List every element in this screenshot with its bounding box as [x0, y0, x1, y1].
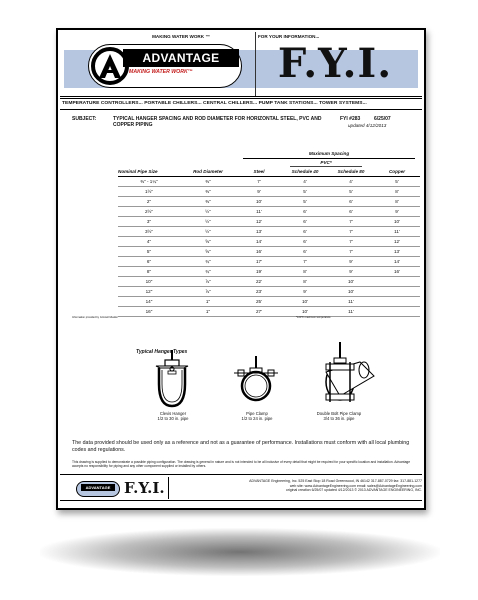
- table-cell: 22': [236, 277, 282, 287]
- table-row: [118, 297, 420, 307]
- logo-subtitle: MAKING WATER WORK™: [129, 69, 193, 75]
- table-cell: 3": [118, 217, 180, 227]
- rule: [60, 474, 422, 475]
- product-line: TEMPERATURE CONTROLLERS... PORTABLE CHILLERS... CENTRAL CHILLERS... PUMP TANK STATIONS... TOWER SYSTEMS...: [62, 101, 367, 106]
- table-cell: 6': [328, 197, 374, 207]
- hanger-range: 1/2 to 30 in. pipe: [157, 416, 189, 421]
- spacing-table: [118, 168, 420, 317]
- table-cell: 7': [328, 217, 374, 227]
- table-cell: 5': [328, 187, 374, 197]
- footer-logo: [76, 481, 120, 497]
- table-row: [118, 257, 420, 267]
- table-cell: ⅝": [180, 237, 236, 247]
- table-cell: 12": [118, 287, 180, 297]
- table-cell: 8": [118, 267, 180, 277]
- table-cell: 1½": [118, 187, 180, 197]
- max-spacing-heading: Maximum Spacing: [308, 151, 350, 156]
- clevis-hanger-icon: [156, 350, 188, 406]
- table-cell: 10': [328, 287, 374, 297]
- hanger-range: 1/2 to 24 in. pipe: [241, 416, 273, 421]
- table-cell: 4": [118, 237, 180, 247]
- table-cell: 10": [118, 277, 180, 287]
- table-cell: 10': [282, 297, 328, 307]
- table-cell: 4': [328, 177, 374, 187]
- column-header: Schedule 80: [328, 168, 374, 177]
- table-cell: 13': [236, 227, 282, 237]
- table-cell: 1": [180, 297, 236, 307]
- table-row: [118, 207, 420, 217]
- rule: [243, 158, 415, 159]
- table-cell: [374, 277, 420, 287]
- table-cell: 14': [236, 237, 282, 247]
- table-footnote-source: Information provided by Grinnell Mueller: [72, 316, 118, 319]
- table-cell: 16': [236, 247, 282, 257]
- table-cell: 14": [118, 297, 180, 307]
- header-left-tagline: MAKING WATER WORK ™: [152, 34, 210, 39]
- drawing-note: This drawing is supplied to demonstrate a possible piping configuration. The drawing is general in nature and is not intended to be all inclusive of every detail that might be required for your specific location and installation. Advantage accepts no responsibility for piping and any other component supplied or installed by others.: [72, 460, 411, 469]
- rule: [290, 166, 362, 167]
- table-cell: 3½": [118, 227, 180, 237]
- table-cell: ½": [180, 227, 236, 237]
- table-cell: 5': [282, 187, 328, 197]
- table-row: [118, 227, 420, 237]
- table-cell: 6': [282, 227, 328, 237]
- table-cell: 4': [282, 177, 328, 187]
- table-cell: 5': [374, 177, 420, 187]
- footer-address: ADVANTAGE Engineering, Inc. 525 East Stop 18 Road Greenwood, IN 46142 317-887-0729 fax: 317-881-1277: [249, 479, 422, 483]
- table-cell: 8': [374, 187, 420, 197]
- footer-contact: [172, 479, 422, 493]
- table-row: [118, 287, 420, 297]
- table-cell: 8': [282, 267, 328, 277]
- header-divider: [255, 32, 256, 96]
- table-row: [118, 237, 420, 247]
- table-cell: 10': [328, 277, 374, 287]
- table-cell: 6': [282, 247, 328, 257]
- column-header: Schedule 40: [282, 168, 328, 177]
- double-bolt-clamp-caption: [296, 411, 382, 421]
- footer-logo-word: ADVANTAGE: [81, 484, 115, 491]
- subject-text: TYPICAL HANGER SPACING AND ROD DIAMETER FOR HORIZONTAL STEEL, PVC AND COPPER PIPING: [113, 116, 322, 129]
- table-cell: 11': [236, 207, 282, 217]
- hanger-range: 3/4 to 36 in. pipe: [323, 416, 355, 421]
- table-cell: ⅜": [180, 177, 236, 187]
- column-header: Nominal Pipe Size: [118, 168, 180, 177]
- table-cell: ⅝": [180, 247, 236, 257]
- table-cell: [374, 307, 420, 317]
- table-cell: 27': [236, 307, 282, 317]
- subject-label: SUBJECT:: [72, 116, 97, 122]
- table-cell: 10': [282, 307, 328, 317]
- updated-date: updated 4/12/2013: [348, 123, 387, 128]
- pipe-clamp-caption: [222, 411, 292, 421]
- table-cell: 9': [328, 267, 374, 277]
- table-cell: 12': [236, 217, 282, 227]
- table-row: [118, 247, 420, 257]
- table-row: [118, 217, 420, 227]
- hanger-types-title: Typical Hanger Types: [136, 349, 188, 355]
- table-cell: 12': [374, 237, 420, 247]
- table-row: [118, 307, 420, 317]
- table-cell: 6': [282, 217, 328, 227]
- table-cell: 7': [328, 247, 374, 257]
- table-cell: 6": [118, 257, 180, 267]
- table-cell: 6': [328, 207, 374, 217]
- table-cell: 7': [328, 237, 374, 247]
- table-cell: 10': [374, 217, 420, 227]
- fyi-date: 6/25/07: [374, 116, 391, 122]
- footer-copyright: original creation 6/25/07 updated 4/12/2013 © 2013 ADVANTAGE ENGINEERING, INC.: [285, 488, 422, 493]
- table-cell: 9': [374, 207, 420, 217]
- fyi-number: FYI #283: [340, 116, 361, 122]
- column-header: Copper: [374, 168, 420, 177]
- disclaimer: The data provided should be used only as a reference and not as a guarantee of performance. Installations must conform with all local plumbing codes and regulations.: [72, 440, 410, 453]
- table-header-row: [118, 168, 420, 177]
- table-cell: ⅞": [180, 287, 236, 297]
- table-footnote-pvc: *100°F maximum temperature: [296, 316, 331, 319]
- table-cell: 10': [236, 197, 282, 207]
- table-cell: 19': [236, 267, 282, 277]
- table-cell: 25': [236, 297, 282, 307]
- table-cell: ⅜" - 1¼": [118, 177, 180, 187]
- table-cell: 7': [236, 177, 282, 187]
- table-cell: 2½": [118, 207, 180, 217]
- table-cell: 9': [328, 257, 374, 267]
- table-cell: 8': [282, 277, 328, 287]
- fyi-title: F.Y.I.: [277, 40, 393, 87]
- logo-word: ADVANTAGE: [123, 49, 239, 67]
- table-cell: [374, 287, 420, 297]
- table-row: [118, 197, 420, 207]
- hanger-name: Pipe Clamp: [246, 411, 268, 416]
- footer-fyi: F.Y.I.: [124, 479, 165, 497]
- rule: [60, 109, 422, 110]
- column-header: Steel: [236, 168, 282, 177]
- table-cell: ⅞": [180, 277, 236, 287]
- table-cell: 9': [236, 187, 282, 197]
- table-cell: ¾": [180, 267, 236, 277]
- table-row: [118, 267, 420, 277]
- footer-web: web site: www.AdvantageEngineering.com email: sales@AdvantageEngineering.com: [289, 483, 422, 488]
- table-cell: 2": [118, 197, 180, 207]
- hanger-name: Double Bolt Pipe Clamp: [316, 411, 362, 416]
- table-row: [118, 177, 420, 187]
- table-cell: 9': [282, 287, 328, 297]
- table-cell: ⅜": [180, 197, 236, 207]
- table-cell: ½": [180, 217, 236, 227]
- table-row: [118, 187, 420, 197]
- table-cell: 1": [180, 307, 236, 317]
- header-right-tagline: FOR YOUR INFORMATION...: [258, 34, 320, 39]
- hanger-name: Clevis Hanger: [159, 411, 187, 416]
- table-cell: 17': [236, 257, 282, 267]
- table-cell: 7': [328, 227, 374, 237]
- table-cell: 8': [374, 197, 420, 207]
- table-cell: ½": [180, 207, 236, 217]
- page-shadow: [40, 528, 440, 576]
- table-cell: 7': [282, 257, 328, 267]
- hanger-illustrations: [128, 342, 378, 410]
- table-cell: 11': [328, 297, 374, 307]
- table-cell: 16': [374, 267, 420, 277]
- table-cell: 5": [118, 247, 180, 257]
- table-cell: 11': [328, 307, 374, 317]
- footer-divider: [168, 477, 169, 499]
- double-bolt-clamp-icon: [326, 342, 374, 402]
- table-cell: ⅜": [180, 187, 236, 197]
- rule: [60, 98, 422, 99]
- column-header: Rod Diameter: [180, 168, 236, 177]
- rule: [60, 500, 422, 501]
- table-cell: [374, 297, 420, 307]
- table-cell: 23': [236, 287, 282, 297]
- table-cell: 11': [374, 227, 420, 237]
- pipe-clamp-icon: [234, 356, 278, 400]
- advantage-logo: [88, 44, 242, 88]
- table-cell: ¾": [180, 257, 236, 267]
- table-cell: 14': [374, 257, 420, 267]
- clevis-hanger-caption: [138, 411, 208, 421]
- table-cell: 13': [374, 247, 420, 257]
- table-row: [118, 277, 420, 287]
- table-cell: 6': [282, 237, 328, 247]
- table-cell: 6': [282, 207, 328, 217]
- table-cell: 5': [282, 197, 328, 207]
- pvc-heading: PVC*: [320, 160, 332, 165]
- table-cell: 16": [118, 307, 180, 317]
- rule: [60, 96, 422, 97]
- fyi-document: [56, 28, 426, 510]
